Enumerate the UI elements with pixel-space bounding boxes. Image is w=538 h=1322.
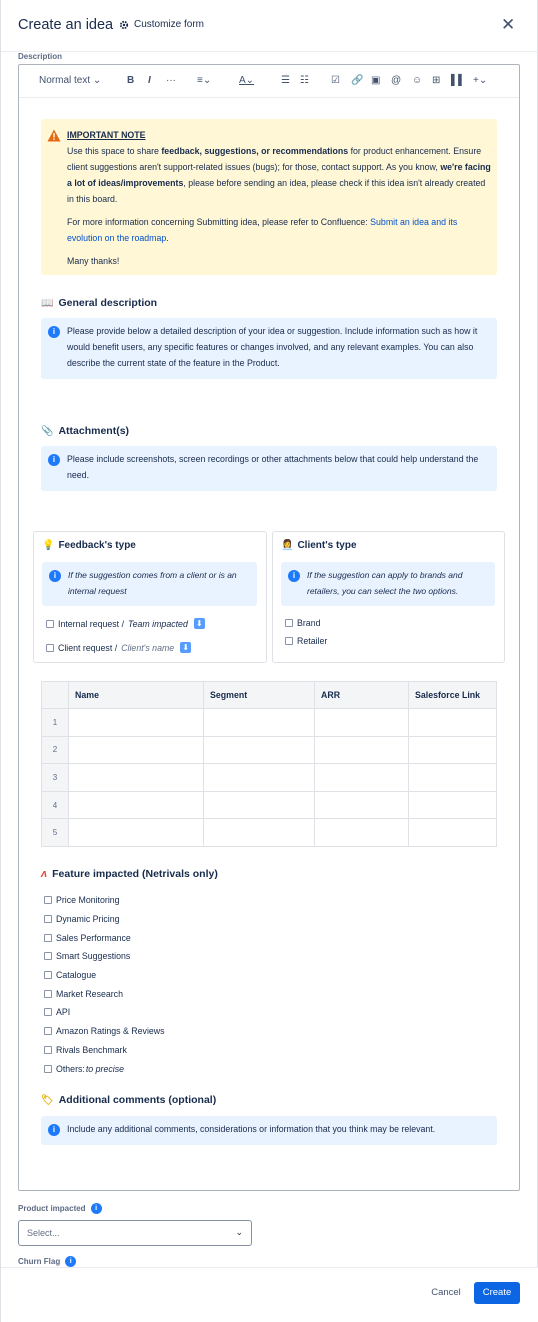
attachments-heading <box>41 425 129 437</box>
attachments-info-panel <box>41 446 497 491</box>
feature-label: Smart Suggestions <box>56 951 131 962</box>
checkbox[interactable] <box>285 619 293 627</box>
down-arrow-icon: ⬇ <box>194 618 205 629</box>
table-cell[interactable] <box>315 764 409 792</box>
table-row <box>42 764 497 792</box>
note-bold: feedback, suggestions, or recommendations <box>161 146 349 156</box>
numbered-list-icon[interactable]: ☷ <box>300 75 309 86</box>
feedback-type-panel <box>33 531 267 663</box>
option-label: Internal request / <box>58 618 125 629</box>
clients-table <box>41 681 497 847</box>
client-type-info-text: If the suggestion can apply to brands and retailers, you can select the two options. <box>307 570 463 596</box>
text-color-icon[interactable]: A⌄ <box>239 75 255 86</box>
bullet-list-icon[interactable]: ☰ <box>281 75 290 86</box>
row-number: 2 <box>42 736 69 764</box>
checkbox[interactable] <box>44 1027 52 1035</box>
table-row <box>42 791 497 819</box>
table-cell[interactable] <box>315 709 409 737</box>
table-cell[interactable] <box>69 764 204 792</box>
feature-option[interactable] <box>44 966 165 985</box>
important-note-panel <box>41 119 497 275</box>
chevron-down-icon: ⌄ <box>235 1227 243 1237</box>
product-impacted-select[interactable] <box>18 1220 252 1246</box>
info-icon[interactable]: i <box>91 1203 102 1214</box>
table-header-row <box>42 682 497 709</box>
table-cell[interactable] <box>69 819 204 847</box>
client-request-option[interactable] <box>46 642 191 653</box>
emoji-icon[interactable]: ☺ <box>412 75 423 86</box>
description-editor[interactable] <box>18 64 520 1191</box>
note-text: Use this space to share <box>67 146 162 156</box>
person-icon: 👩‍💼 <box>281 540 294 551</box>
table-cell[interactable] <box>409 819 497 847</box>
note-title: IMPORTANT NOTE <box>67 130 146 140</box>
image-icon[interactable]: ▣ <box>371 75 381 86</box>
info-icon: i <box>48 454 60 466</box>
note-text: for product enhancement. Ensure client suggestions aren't support-related issues (bugs); for those, contact support. As you know, <box>67 146 482 172</box>
column-header[interactable]: Name <box>69 682 204 709</box>
customize-form-button[interactable] <box>119 19 204 30</box>
retailer-option[interactable] <box>285 636 327 646</box>
link-icon[interactable]: 🔗 <box>351 75 364 86</box>
feature-option[interactable] <box>44 928 165 947</box>
product-impacted-text: Product impacted <box>18 1204 86 1213</box>
table-row <box>42 709 497 737</box>
feedback-type-title: Feedback's type <box>58 540 136 551</box>
warning-icon <box>47 129 61 142</box>
info-icon: i <box>49 570 61 582</box>
checkbox[interactable] <box>44 1008 52 1016</box>
table-cell[interactable] <box>204 764 315 792</box>
table-cell[interactable] <box>315 791 409 819</box>
option-label-italic: Client's name <box>121 642 175 653</box>
cancel-button[interactable]: Cancel <box>431 1287 461 1298</box>
checkbox[interactable] <box>44 934 52 942</box>
churn-flag-label <box>18 1256 76 1267</box>
row-number: 3 <box>42 764 69 792</box>
feature-label: Others: <box>56 1063 85 1074</box>
option-label: Retailer <box>297 636 328 646</box>
checkbox[interactable] <box>285 637 293 645</box>
confluence-link[interactable]: Submit an idea and its evolution on the roadmap <box>67 217 458 243</box>
down-arrow-icon: ⬇ <box>180 642 191 653</box>
table-cell[interactable] <box>204 709 315 737</box>
table-icon[interactable]: ⊞ <box>432 75 441 86</box>
feature-label: Price Monitoring <box>56 895 120 906</box>
note-text: . <box>166 233 169 243</box>
client-type-heading <box>281 540 357 551</box>
layout-icon[interactable]: ▌▌ <box>451 75 466 86</box>
feature-option[interactable] <box>44 1022 165 1041</box>
text-style-dropdown[interactable]: Normal text ⌄ <box>39 75 102 86</box>
editor-toolbar <box>19 65 519 98</box>
table-cell[interactable] <box>409 709 497 737</box>
comments-heading <box>41 1094 216 1106</box>
info-icon: i <box>288 570 300 582</box>
feature-label: Rivals Benchmark <box>56 1044 127 1055</box>
italic-button[interactable]: I <box>148 75 151 86</box>
select-placeholder: Select... <box>27 1228 60 1238</box>
row-number-header <box>42 682 69 709</box>
feature-label-italic: to precise <box>85 1063 124 1074</box>
general-description-heading <box>41 297 157 309</box>
row-number: 5 <box>42 819 69 847</box>
text-style-label: Normal text <box>39 75 91 86</box>
option-label: Brand <box>297 618 321 628</box>
book-icon: 📖 <box>41 297 54 309</box>
mention-icon[interactable]: @ <box>391 75 402 86</box>
checkbox[interactable] <box>44 915 52 923</box>
column-header[interactable]: ARR <box>315 682 409 709</box>
option-label: Client request / <box>58 642 118 653</box>
row-number: 4 <box>42 791 69 819</box>
checkbox[interactable] <box>44 971 52 979</box>
table-cell[interactable] <box>204 736 315 764</box>
info-icon: i <box>48 326 60 338</box>
feedback-type-info-text: If the suggestion comes from a client or is an internal request <box>68 570 237 596</box>
gear-icon <box>119 20 129 30</box>
attachments-info-text: Please include screenshots, screen recordings or other attachments below that could help understand the need. <box>67 454 479 480</box>
table-cell[interactable] <box>204 819 315 847</box>
feature-option[interactable] <box>44 1041 165 1060</box>
checkbox[interactable] <box>44 952 52 960</box>
feature-option[interactable] <box>44 947 165 966</box>
checkbox-icon[interactable]: ☑ <box>331 75 340 86</box>
client-type-info <box>281 562 495 606</box>
table-cell[interactable] <box>409 791 497 819</box>
column-header[interactable]: Salesforce Link <box>409 682 497 709</box>
comments-info-panel <box>41 1116 497 1145</box>
client-type-panel <box>272 531 505 663</box>
features-title: Feature impacted (Netrivals only) <box>52 868 218 880</box>
attachments-title: Attachment(s) <box>58 425 130 437</box>
feature-label: Amazon Ratings & Reviews <box>56 1026 165 1037</box>
align-icon[interactable]: ≡⌄ <box>197 75 212 86</box>
option-label-italic: Team impacted <box>128 618 188 629</box>
info-icon: i <box>48 1124 60 1136</box>
table-cell[interactable] <box>409 764 497 792</box>
insert-more-button[interactable]: +⌄ <box>473 75 488 86</box>
product-impacted-label <box>18 1203 102 1214</box>
general-info-panel <box>41 318 497 379</box>
info-icon[interactable]: i <box>65 1256 76 1267</box>
feature-label: Dynamic Pricing <box>56 914 120 925</box>
checkbox[interactable] <box>44 1046 52 1054</box>
table-cell[interactable] <box>315 736 409 764</box>
table-row <box>42 736 497 764</box>
note-bold: we're facing a lot of ideas/improvements <box>67 162 491 188</box>
feature-option[interactable] <box>44 984 165 1003</box>
create-button[interactable]: Create <box>474 1282 520 1304</box>
feature-option-others[interactable] <box>44 1059 165 1078</box>
row-number: 1 <box>42 709 69 737</box>
feature-label: Catalogue <box>56 970 97 981</box>
note-paragraph-3: Many thanks! <box>67 256 120 266</box>
client-type-title: Client's type <box>297 540 357 551</box>
label-tag-icon: 🏷 <box>41 1094 54 1106</box>
checkbox[interactable] <box>46 620 54 628</box>
table-cell[interactable] <box>204 791 315 819</box>
note-body <box>67 127 491 276</box>
feature-option[interactable] <box>44 910 165 929</box>
general-description-title: General description <box>58 297 158 309</box>
modal-header <box>1 0 538 52</box>
column-header[interactable]: Segment <box>204 682 315 709</box>
brand-option[interactable] <box>285 618 320 628</box>
table-row <box>42 819 497 847</box>
checkbox[interactable] <box>44 1065 52 1073</box>
feature-checkbox-list <box>44 891 165 1078</box>
feature-label: Sales Performance <box>56 932 131 943</box>
table-cell[interactable] <box>69 709 204 737</box>
paperclip-icon: 📎 <box>41 425 54 437</box>
table-cell[interactable] <box>69 736 204 764</box>
features-heading <box>41 868 218 880</box>
customize-form-label: Customize form <box>134 19 205 30</box>
note-text: For more information concerning Submitting idea, please refer to Confluence: <box>67 217 371 227</box>
table-cell[interactable] <box>69 791 204 819</box>
lightbulb-icon: 💡 <box>42 540 55 551</box>
note-paragraph-2 <box>67 214 491 246</box>
table-cell[interactable] <box>409 736 497 764</box>
feedback-type-info <box>42 562 257 606</box>
feature-option[interactable] <box>44 891 165 910</box>
churn-flag-text: Churn Flag <box>18 1257 61 1266</box>
feedback-type-heading <box>42 540 136 551</box>
internal-request-option[interactable] <box>46 618 205 629</box>
feature-label: Market Research <box>56 988 123 999</box>
description-label: Description <box>18 52 63 61</box>
checkbox[interactable] <box>44 896 52 904</box>
netrivals-logo-icon: ʌ <box>41 868 48 880</box>
more-formatting-button[interactable]: ··· <box>166 75 176 86</box>
table-cell[interactable] <box>315 819 409 847</box>
comments-title: Additional comments (optional) <box>58 1094 217 1106</box>
modal-footer <box>1 1267 538 1322</box>
modal-title: Create an idea <box>18 17 114 33</box>
close-icon[interactable]: ✕ <box>501 15 516 34</box>
bold-button[interactable]: B <box>127 75 135 86</box>
feature-label: API <box>56 1007 71 1018</box>
note-paragraph-1 <box>67 143 491 207</box>
checkbox[interactable] <box>46 644 54 652</box>
checkbox[interactable] <box>44 990 52 998</box>
feature-option[interactable] <box>44 1003 165 1022</box>
general-info-text: Please provide below a detailed description of your idea or suggestion. Include information such as how it would benefit users, any specific features or changes involved, and any relevant examples. You can also describe the current state of the feature in the Product. <box>67 326 478 368</box>
comments-info-text: Include any additional comments, considerations or information that you think may be relevant. <box>67 1124 436 1134</box>
note-text: , please before sending an idea, please check if this idea isn't already created in this board. <box>67 178 486 204</box>
